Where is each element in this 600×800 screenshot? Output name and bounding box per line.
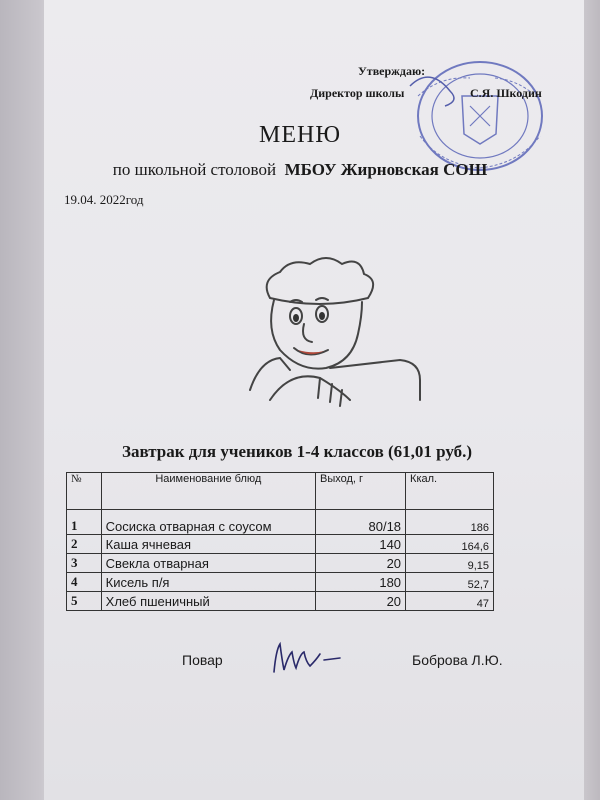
row-output: 20 [315,554,405,573]
row-dish-name: Свекла отварная [101,554,315,573]
row-dish-name: Хлеб пшеничный [101,592,315,611]
header-number: № [67,473,102,510]
cook-name: Боброва Л.Ю. [412,652,503,668]
cook-label: Повар [182,652,223,668]
menu-date: 19.04. 2022год [64,192,144,207]
table-row [67,554,494,573]
page-subtitle [0,160,600,180]
header-dish-name: Наименование блюд [101,473,315,510]
row-output: 20 [315,592,405,611]
approve-label: Утверждаю: [358,64,426,78]
director-name: С.Я. Шкодин [470,86,542,100]
row-output: 180 [315,573,405,592]
subtitle-lead: по школьной столовой [112,160,277,179]
subtitle-school: МБОУ Жирновская СОШ [284,160,488,179]
table-row [67,573,494,592]
row-number: 1 [67,510,102,535]
row-number: 4 [67,573,102,592]
row-output: 80/18 [315,510,405,535]
director-label: Директор школы [310,86,405,100]
row-dish-name: Кисель п/я [101,573,315,592]
row-kcal: 47 [406,592,494,611]
page-title: МЕНЮ [259,122,341,148]
row-number: 5 [67,592,102,611]
table-header-row [67,473,494,510]
menu-table [66,472,494,611]
table-row [67,510,494,535]
header-output: Выход, г [315,473,405,510]
row-kcal: 164,6 [406,535,494,554]
header-kcal: Ккал. [406,473,494,510]
row-kcal: 52,7 [406,573,494,592]
cook-signature [262,630,342,690]
table-row [67,592,494,611]
row-number: 2 [67,535,102,554]
row-kcal: 186 [406,510,494,535]
row-number: 3 [67,554,102,573]
meal-title: Завтрак для учеников 1-4 классов (61,01 руб.) [122,442,473,461]
row-output: 140 [315,535,405,554]
row-dish-name: Сосиска отварная с соусом [101,510,315,535]
chef-illustration [230,250,430,420]
row-dish-name: Каша ячневая [101,535,315,554]
row-kcal: 9,15 [406,554,494,573]
table-row [67,535,494,554]
